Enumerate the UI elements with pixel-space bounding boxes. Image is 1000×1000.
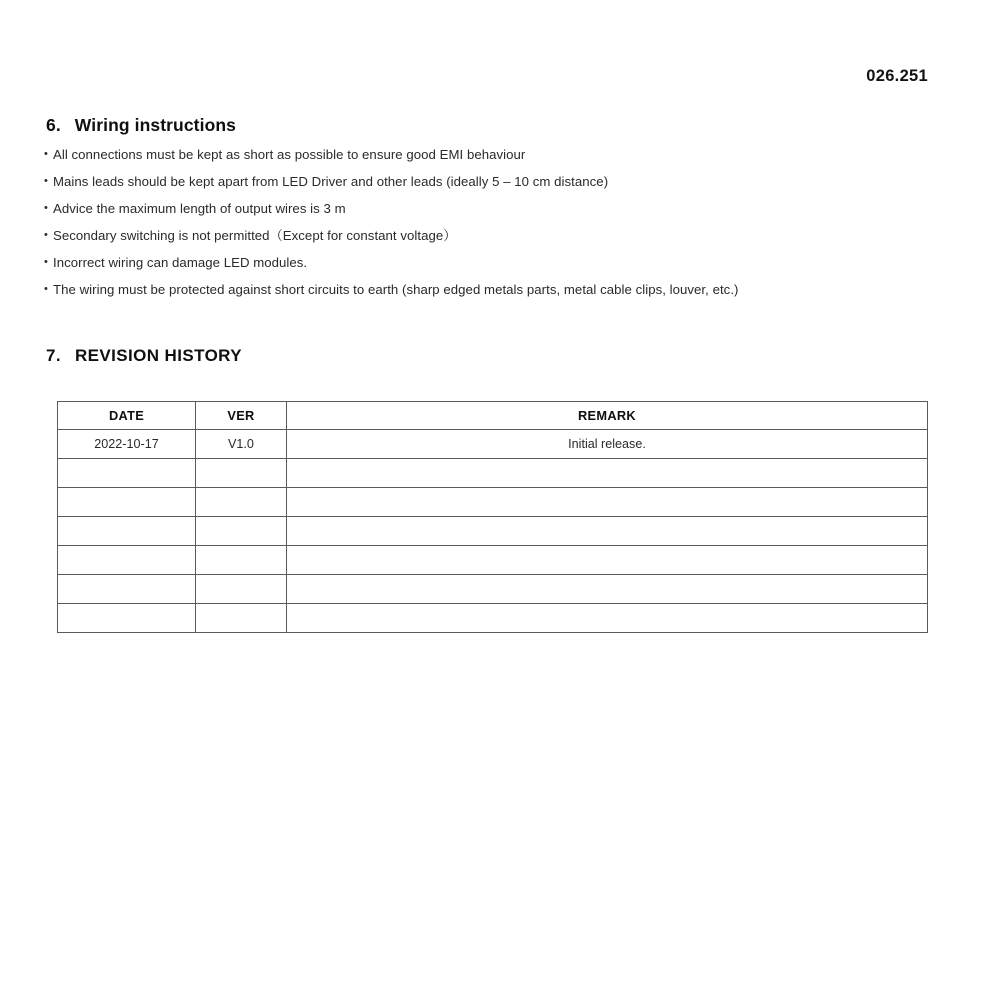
cell-ver <box>196 517 287 546</box>
bullet-marker-icon: • <box>44 229 48 241</box>
list-item-text: The wiring must be protected against short circuits to earth (sharp edged metals parts, metal cable clips, louver, etc.) <box>53 282 739 297</box>
cell-date <box>58 459 196 488</box>
section-heading-wiring <box>46 115 236 136</box>
cell-remark <box>287 546 928 575</box>
revision-history-table <box>57 401 928 633</box>
table-row <box>58 430 928 459</box>
cell-remark <box>287 459 928 488</box>
list-item <box>44 281 944 308</box>
column-header-ver: VER <box>196 402 287 430</box>
list-item-text: Mains leads should be kept apart from LED Driver and other leads (ideally 5 – 10 cm distance) <box>53 174 609 189</box>
cell-date <box>58 546 196 575</box>
bullet-marker-icon: • <box>44 202 48 214</box>
table-row <box>58 575 928 604</box>
section-heading-revision-history <box>46 346 242 366</box>
cell-ver <box>196 546 287 575</box>
list-item <box>44 173 944 200</box>
list-item-text: All connections must be kept as short as possible to ensure good EMI behaviour <box>53 147 526 162</box>
section-title-revision: REVISION HISTORY <box>74 346 242 365</box>
bullet-marker-icon: • <box>44 283 48 295</box>
table-header <box>58 402 928 430</box>
table-row <box>58 546 928 575</box>
list-item <box>44 200 944 227</box>
column-header-date: DATE <box>58 402 196 430</box>
cell-remark: Initial release. <box>287 430 928 459</box>
cell-ver <box>196 604 287 633</box>
cell-date <box>58 488 196 517</box>
list-item <box>44 254 944 281</box>
list-item-text: Advice the maximum length of output wires is 3 m <box>53 201 346 216</box>
cell-remark <box>287 575 928 604</box>
cell-remark <box>287 517 928 546</box>
bullet-marker-icon: • <box>44 256 48 268</box>
bullet-marker-icon: • <box>44 148 48 160</box>
table-header-row <box>58 402 928 430</box>
bullet-marker-icon: • <box>44 175 48 187</box>
cell-remark <box>287 488 928 517</box>
cell-remark <box>287 604 928 633</box>
list-item <box>44 227 944 254</box>
cell-ver: V1.0 <box>196 430 287 459</box>
wiring-instructions-list <box>44 146 944 308</box>
table-body <box>58 430 928 633</box>
list-item-text: Secondary switching is not permitted（Except for constant voltage） <box>53 228 457 243</box>
cell-ver <box>196 575 287 604</box>
cell-date <box>58 575 196 604</box>
cell-ver <box>196 488 287 517</box>
list-item <box>44 146 944 173</box>
cell-date <box>58 604 196 633</box>
table-row <box>58 488 928 517</box>
table-row <box>58 459 928 488</box>
cell-ver <box>196 459 287 488</box>
list-item-text: Incorrect wiring can damage LED modules. <box>53 255 308 270</box>
table-row <box>58 604 928 633</box>
cell-date <box>58 517 196 546</box>
section-title-wiring: Wiring instructions <box>74 115 236 135</box>
section-number-wiring: 6. <box>46 115 61 135</box>
document-code: 026.251 <box>866 67 928 85</box>
table-row <box>58 517 928 546</box>
column-header-remark: REMARK <box>287 402 928 430</box>
section-number-revision: 7. <box>46 346 61 365</box>
cell-date: 2022-10-17 <box>58 430 196 459</box>
revision-history-table-container <box>57 401 928 633</box>
